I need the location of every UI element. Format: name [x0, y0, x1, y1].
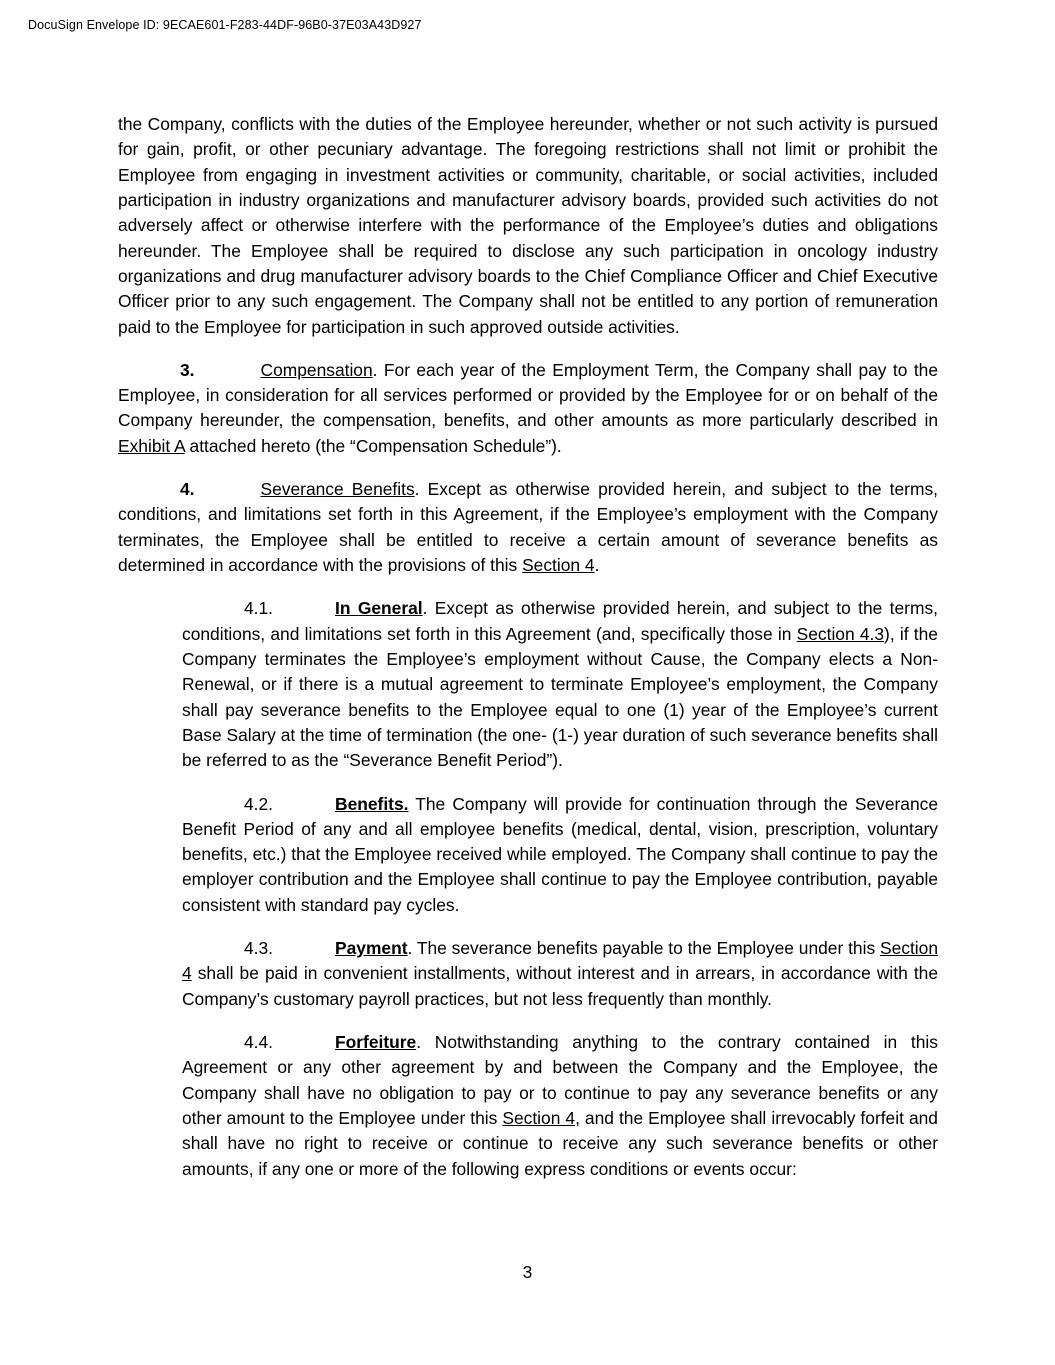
section-4-2-heading: Benefits.: [335, 793, 409, 814]
exhibit-a-reference: Exhibit A: [118, 435, 185, 456]
section-4-1-number: 4.1.: [244, 598, 274, 619]
section-4-1-text-b: ), if the Company terminates the Employee’s employment without Cause, the Company elects a Non-Renewal, or if there is a mutual agreement to terminate Employee’s employment, the Company shall pay severance benefits to the Employee equal to one (1) year of the Employee’s current Base Salary at the time of termination (the one- (1-) year duration of such severance benefits shall be referred to as the “Severance Benefit Period”).: [182, 623, 938, 771]
section-4-1-text-a: . Except as otherwise provided herein, and subject to the terms, conditions, and limitations set forth in this Agreement (and, specifically those in: [182, 598, 938, 644]
section-4-4-heading: Forfeiture: [335, 1032, 417, 1052]
section-4-3-section-reference: Section 4: [182, 938, 938, 984]
section-4-3-number: 4.3.: [244, 938, 274, 959]
section-4-4-paragraph: [182, 1030, 938, 1182]
section-4-2-number: 4.2.: [244, 793, 274, 814]
section-4-3-paragraph: [182, 936, 938, 1012]
section-4-text-b: .: [594, 555, 600, 575]
section-4-text-a: . Except as otherwise provided herein, and subject to the terms, conditions, and limitations set forth in this Agreement, if the Employee’s employment with the Company terminates, the Employee shall be entitled to receive a certain amount of severance benefits as determined in accordance with the provisions of this: [118, 479, 938, 575]
section-4-3-text-a: . The severance benefits payable to the Employee under this: [407, 938, 880, 959]
section-4-3-reference: Section 4.3: [796, 623, 885, 644]
page-number: 3: [522, 1262, 533, 1282]
section-4-number: 4.: [180, 479, 195, 500]
section-3-text-b: attached hereto (the “Compensation Schedule”).: [184, 435, 562, 456]
section-4-3-heading: Payment: [335, 938, 408, 959]
section-4-heading: Severance Benefits: [260, 479, 415, 500]
section-4-1-heading: In General: [335, 598, 423, 619]
section-4-4-text-b: , and the Employee shall irrevocably forfeit and shall have no right to receive or continue to receive any such severance benefits or other amounts, if any one or more of the following express conditions or events occur:: [182, 1107, 938, 1179]
section-3-number: 3.: [180, 359, 195, 380]
section-4-3-text-b: shall be paid in convenient installments, without interest and in arrears, in accordance with the Company’s customary payroll practices, but not less frequently than monthly.: [182, 963, 938, 1009]
section-4-4-number: 4.4.: [244, 1032, 274, 1052]
section-3-heading: Compensation: [260, 359, 373, 380]
section-4-2-text: The Company will provide for continuation through the Severance Benefit Period of any and all employee benefits (medical, dental, vision, prescription, voluntary benefits, etc.) that the Employee received while employed. The Company shall continue to pay the employer contribution and the Employee shall continue to pay the Employee contribution, payable consistent with standard pay cycles.: [182, 793, 938, 915]
section-4-paragraph: [118, 477, 938, 578]
section-4-4-text-a: . Notwithstanding anything to the contrary contained in this Agreement or any other agreement by and between the Company and the Employee, the Company shall have no obligation to pay or to continue to pay any severance benefits or any other amount to the Employee under this: [182, 1032, 938, 1128]
section-4-reference: Section 4: [522, 555, 595, 575]
section-4-4-section-reference: Section 4: [502, 1107, 576, 1128]
section-4-2-paragraph: [182, 792, 938, 919]
paragraph-continuation: the Company, conflicts with the duties of the Employee hereunder, whether or not such activity is pursued for gain, profit, or other pecuniary advantage. The foregoing restrictions shall not limit or prohibit the Employee from engaging in investment activities or community, charitable, or social activities, included participation in industry organizations and manufacturer advisory boards, provided such activities do not adversely affect or otherwise interfere with the performance of the Employee’s duties and obligations hereunder. The Employee shall be required to disclose any such participation in oncology industry organizations and drug manufacturer advisory boards to the Chief Compliance Officer and Chief Executive Officer prior to any such engagement. The Company shall not be entitled to any portion of remuneration paid to the Employee for participation in such approved outside activities.: [118, 114, 938, 337]
docusign-envelope-id: DocuSign Envelope ID: 9ECAE601-F283-44DF-96B0-37E03A43D927: [28, 18, 422, 32]
section-3-paragraph: [118, 358, 938, 459]
section-4-1-paragraph: [182, 596, 938, 773]
document-body: [118, 112, 938, 1200]
section-3-text-a: . For each year of the Employment Term, the Company shall pay to the Employee, in consideration for all services performed or provided by the Employee for or on behalf of the Company hereunder, the compensation, benefits, and other amounts as more particularly described in: [118, 359, 938, 431]
